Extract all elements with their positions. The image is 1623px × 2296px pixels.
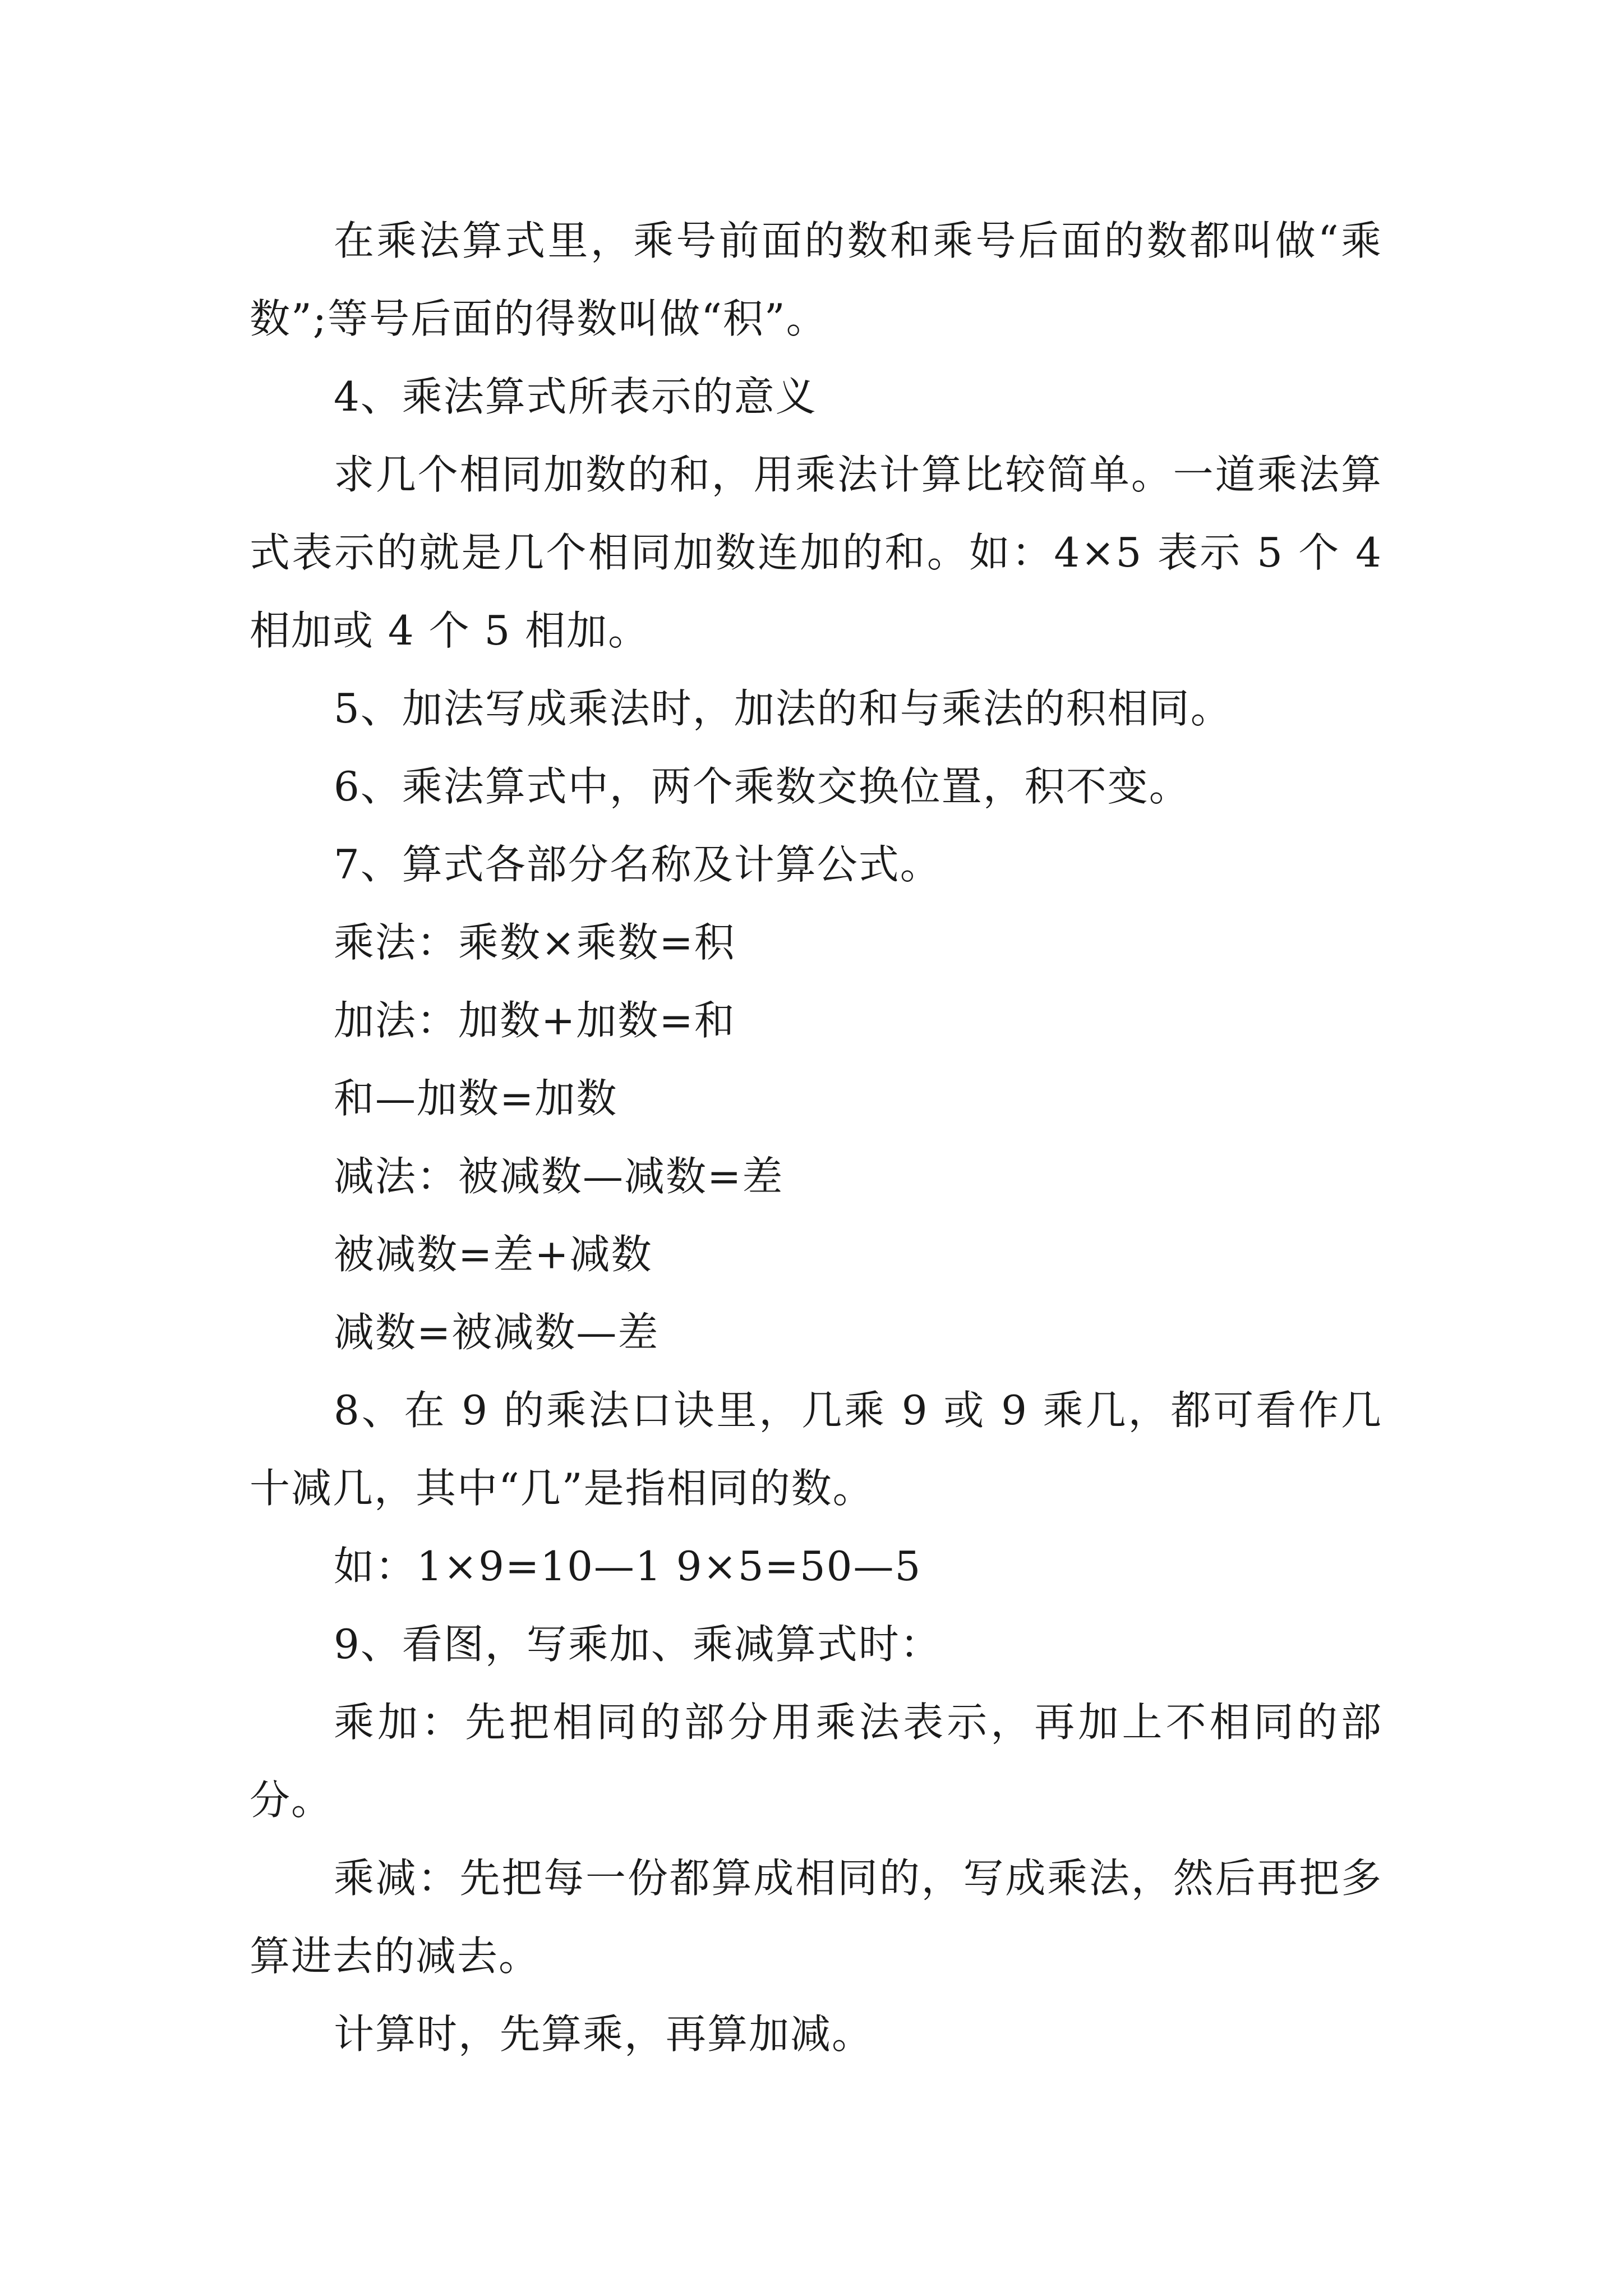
paragraph-item-8-example: 如：1×9=10—1 9×5=50—5	[334, 1543, 922, 1590]
heading-item-9: 9、看图，写乘加、乘减算式时：	[334, 1621, 942, 1668]
paragraph-order-of-operations: 计算时，先算乘，再算加减。	[334, 2010, 874, 2058]
formula-subtraction: 减法：被减数—减数=差	[334, 1153, 784, 1200]
paragraph-multiply-subtract: 乘减：先把每一份都算成相同的，写成乘法，然后再把多算进去的减去。	[250, 1855, 1382, 1980]
heading-item-7: 7、算式各部分名称及计算公式。	[334, 841, 942, 888]
formula-multiplication: 乘法：乘数×乘数=积	[334, 919, 736, 966]
paragraph-multiply-add: 乘加：先把相同的部分用乘法表示，再加上不相同的部分。	[250, 1699, 1382, 1824]
formula-minuend: 被减数=差+减数	[334, 1231, 653, 1278]
formula-subtrahend: 减数=被减数—差	[334, 1309, 660, 1356]
document-body	[250, 202, 1382, 2073]
paragraph-item-6: 6、乘法算式中，两个乘数交换位置，积不变。	[334, 763, 1191, 810]
paragraph-multiplication-terms: 在乘法算式里，乘号前面的数和乘号后面的数都叫做“乘数”;等号后面的得数叫做“积”。	[250, 217, 1382, 342]
paragraph-item-5: 5、加法写成乘法时，加法的和与乘法的积相同。	[334, 685, 1232, 732]
formula-addition: 加法：加数+加数=和	[334, 997, 736, 1044]
paragraph-item-4-meaning: 求几个相同加数的和，用乘法计算比较简单。一道乘法算式表示的就是几个相同加数连加的和。如：4×5 表示 5 个 4 相加或 4 个 5 相加。	[250, 451, 1382, 654]
heading-item-4: 4、乘法算式所表示的意义	[334, 373, 817, 420]
formula-addition-inverse: 和—加数=加数	[334, 1075, 618, 1122]
paragraph-item-8: 8、在 9 的乘法口诀里，几乘 9 或 9 乘几，都可看作几十减几，其中“几”是指相同的数。	[250, 1387, 1382, 1512]
